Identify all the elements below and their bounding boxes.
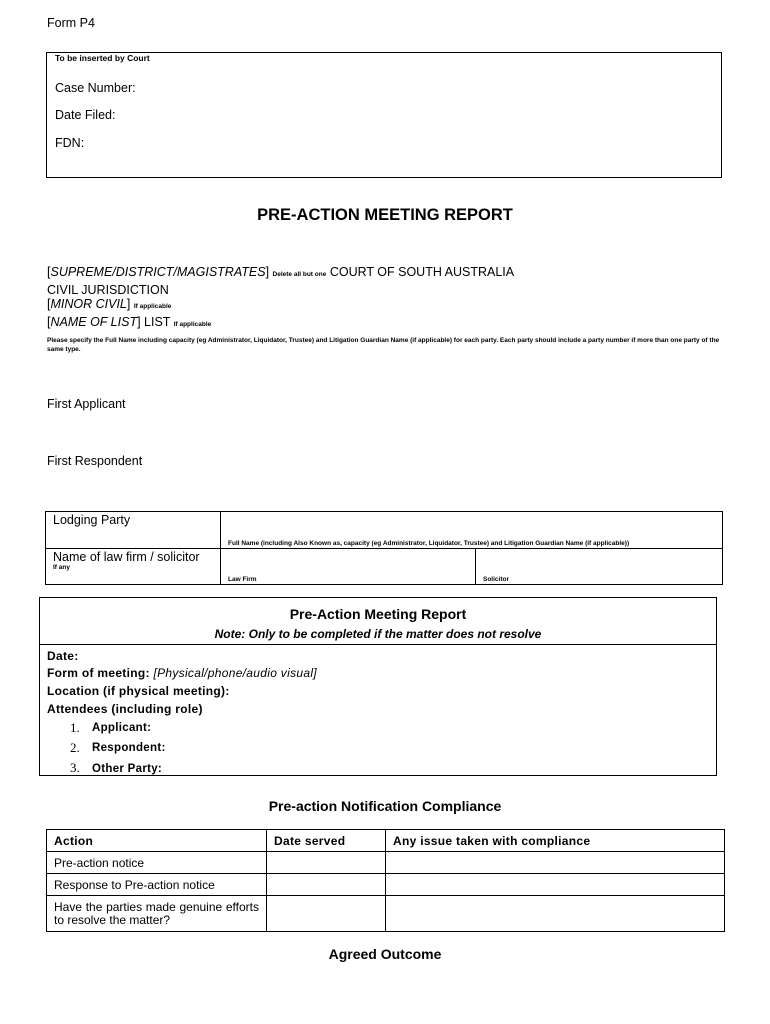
date-filed-label: Date Filed: (55, 108, 116, 122)
full-name-caption: Full Name (including Also Known as, capacity (eg Administrator, Liquidator, Trustee) and Litigation Guardian Name (if applicable)) (228, 540, 630, 547)
attendee-number: 3. (70, 760, 80, 775)
court-use-box (46, 52, 722, 178)
table-row (47, 874, 725, 896)
issue-cell[interactable] (386, 874, 725, 896)
form-of-meeting-options: [Physical/phone/audio visual] (153, 666, 317, 680)
compliance-title: Pre-action Notification Compliance (268, 798, 502, 814)
page-title: PRE-ACTION MEETING REPORT (257, 206, 513, 224)
issue-cell[interactable] (386, 852, 725, 874)
col-header-issue: Any issue taken with compliance (386, 830, 725, 852)
minor-civil-note: If applicable (133, 303, 172, 310)
table-row (47, 896, 725, 932)
meeting-report-box (39, 597, 717, 776)
attendee-applicant-label: Applicant: (92, 722, 152, 734)
col-header-action: Action (47, 830, 267, 852)
list-word: LIST (144, 314, 171, 329)
case-number-label: Case Number: (55, 81, 136, 95)
date-served-cell[interactable] (267, 896, 386, 932)
court-name: COURT OF SOUTH AUSTRALIA (329, 265, 515, 279)
action-cell: Have the parties made genuine efforts to resolve the matter? (47, 896, 267, 932)
if-any-note: If any (53, 564, 70, 571)
solicitor-caption: Solicitor (483, 576, 510, 583)
first-respondent-label: First Respondent (47, 454, 143, 468)
court-options: SUPREME/DISTRICT/MAGISTRATES (50, 265, 266, 279)
attendee-number: 2. (70, 740, 80, 755)
minor-civil: MINOR CIVIL (50, 297, 127, 311)
civil-jurisdiction: CIVIL JURISDICTION (47, 282, 169, 297)
court-inserted-label: To be inserted by Court (55, 53, 150, 63)
date-served-cell[interactable] (267, 874, 386, 896)
agreed-outcome-title: Agreed Outcome (328, 946, 442, 962)
lodging-party-label: Lodging Party (53, 513, 131, 527)
instruction-note: Please specify the Full Name including capacity (eg Administrator, Liquidator, Trustee) and Litigation Guardian Name (if applicable) for each party. Each party should include a party number if more than one party of the same type. (47, 337, 720, 353)
list-name: NAME OF LIST (50, 314, 138, 329)
attendees-label: Attendees (including role) (47, 702, 203, 716)
location-label: Location (if physical meeting): (47, 684, 230, 698)
first-applicant-label: First Applicant (47, 397, 126, 411)
court-delete-note: Delete all but one (272, 271, 327, 278)
action-cell: Response to Pre-action notice (47, 874, 267, 896)
law-firm-cell (46, 549, 221, 585)
col-header-date-served: Date served (267, 830, 386, 852)
report-header (40, 598, 716, 645)
report-note: Note: Only to be completed if the matter does not resolve (214, 627, 542, 641)
attendee-other-party-label: Other Party: (92, 763, 163, 775)
action-cell: Pre-action notice (47, 852, 267, 874)
date-label: Date: (47, 649, 79, 663)
form-of-meeting-line (47, 666, 317, 680)
compliance-table (46, 829, 725, 932)
law-firm-caption: Law Firm (228, 576, 257, 583)
lodging-party-table (45, 511, 723, 585)
attendee-respondent-label: Respondent: (92, 742, 166, 754)
table-row (47, 852, 725, 874)
form-of-meeting-label: Form of meeting: (47, 666, 150, 680)
list-note: If applicable (173, 320, 212, 328)
issue-cell[interactable] (386, 896, 725, 932)
lodging-party-name-field[interactable] (221, 512, 723, 549)
lodging-party-cell (46, 512, 221, 549)
attendee-number: 1. (70, 720, 80, 735)
date-served-cell[interactable] (267, 852, 386, 874)
solicitor-field[interactable] (476, 549, 723, 585)
fdn-label: FDN: (55, 136, 85, 150)
law-firm-label: Name of law firm / solicitor (53, 550, 200, 564)
jurisdiction-block: [SUPREME/DISTRICT/MAGISTRATES] Delete all but one COURT OF SOUTH AUSTRALIA CIVIL JURISDICTION [MINOR CIVIL] If applicable [NAME OF LIST] LIST If applicable (47, 265, 515, 329)
law-firm-field[interactable] (221, 549, 476, 585)
report-title: Pre-Action Meeting Report (289, 606, 467, 622)
form-number: Form P4 (47, 16, 95, 30)
